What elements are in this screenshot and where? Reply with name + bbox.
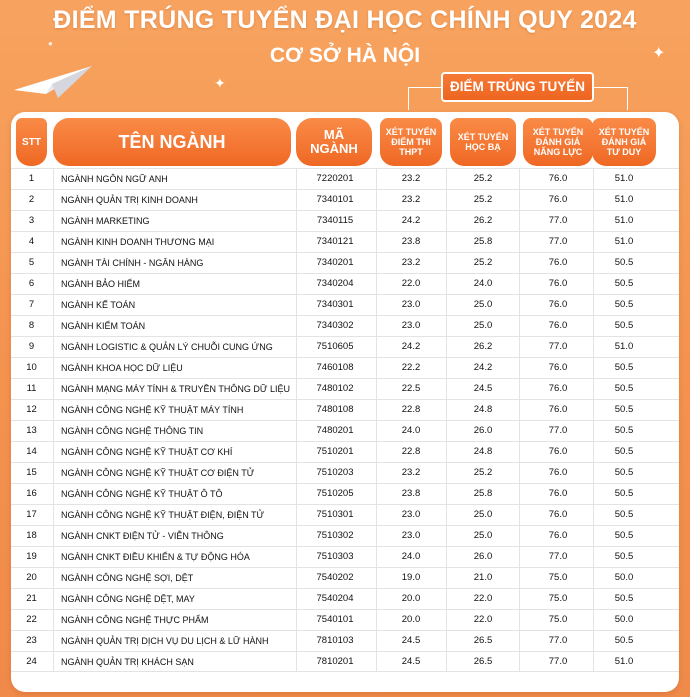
cell-tuduy: 51.0 [614, 236, 634, 247]
cell-nangluc: 76.0 [548, 362, 568, 373]
cell-tuduy: 50.5 [614, 425, 634, 436]
group-bracket-left [408, 87, 442, 110]
cell-name: NGÀNH CÔNG NGHỆ KỸ THUẬT CƠ KHÍ [61, 447, 233, 457]
cell-code: 7340121 [316, 236, 354, 247]
table-row [11, 210, 679, 231]
cell-stt: 12 [26, 404, 37, 415]
table-row [11, 462, 679, 483]
col-header-code [296, 118, 372, 166]
col-header-stt: STT [16, 118, 47, 166]
cell-nangluc: 77.0 [548, 635, 568, 646]
cell-code: 7510201 [316, 446, 354, 457]
cell-stt: 16 [26, 488, 37, 499]
cell-hocba: 22.0 [473, 593, 493, 604]
cell-nangluc: 76.0 [548, 509, 568, 520]
cell-thpt: 24.0 [401, 425, 421, 436]
header-text: TƯ DUY [606, 147, 642, 157]
cell-stt: 7 [28, 299, 35, 310]
cell-code: 7540204 [316, 593, 354, 604]
col-header-code-line2: NGÀNH [310, 141, 358, 156]
paper-plane-icon [12, 60, 96, 100]
table-row [11, 546, 679, 567]
cell-stt: 6 [28, 278, 35, 289]
cell-stt: 19 [26, 551, 37, 562]
cell-name: NGÀNH NGÔN NGỮ ANH [61, 174, 168, 184]
table-row [11, 588, 679, 609]
cell-thpt: 24.5 [401, 635, 421, 646]
cell-code: 7340301 [316, 299, 354, 310]
col-header-name: TÊN NGÀNH [53, 118, 291, 166]
cell-tuduy: 50.5 [614, 467, 634, 478]
cell-nangluc: 75.0 [548, 572, 568, 583]
cell-nangluc: 76.0 [548, 467, 568, 478]
sparkle-icon: ✦ [652, 45, 666, 62]
cell-code: 7480201 [316, 425, 354, 436]
cell-nangluc: 76.0 [548, 404, 568, 415]
cell-stt: 20 [26, 572, 37, 583]
table-row [11, 399, 679, 420]
cell-hocba: 25.8 [473, 236, 493, 247]
table-row [11, 378, 679, 399]
table-row [11, 609, 679, 630]
cell-code: 7540202 [316, 572, 354, 583]
cell-nangluc: 77.0 [548, 236, 568, 247]
cell-nangluc: 76.0 [548, 194, 568, 205]
cell-thpt: 23.0 [401, 509, 421, 520]
cell-nangluc: 76.0 [548, 173, 568, 184]
table-row [11, 441, 679, 462]
cell-thpt: 20.0 [401, 593, 421, 604]
cell-hocba: 25.8 [473, 488, 493, 499]
cell-name: NGÀNH QUẢN TRỊ KINH DOANH [61, 195, 198, 205]
cell-thpt: 24.5 [401, 656, 421, 667]
table-row [11, 231, 679, 252]
table-row [11, 336, 679, 357]
cell-stt: 21 [26, 593, 37, 604]
cell-tuduy: 50.5 [614, 530, 634, 541]
cell-name: NGÀNH QUẢN TRỊ KHÁCH SẠN [61, 657, 194, 667]
cell-nangluc: 77.0 [548, 425, 568, 436]
cell-name: NGÀNH KIỂM TOÁN [61, 321, 146, 331]
cell-stt: 1 [28, 173, 35, 184]
cell-name: NGÀNH CÔNG NGHỆ KỸ THUẬT ĐIỆN, ĐIỆN TỬ [61, 510, 265, 520]
cell-thpt: 24.2 [401, 215, 421, 226]
cell-hocba: 25.2 [473, 257, 493, 268]
cell-nangluc: 76.0 [548, 530, 568, 541]
table-row [11, 315, 679, 336]
table-row [11, 567, 679, 588]
cell-code: 7340204 [316, 278, 354, 289]
cell-name: NGÀNH CNKT ĐIỀU KHIỂN & TỰ ĐỘNG HÓA [61, 552, 250, 562]
page-title: ĐIỂM TRÚNG TUYỂN ĐẠI HỌC CHÍNH QUY 2024 [53, 6, 637, 34]
cell-hocba: 26.0 [473, 551, 493, 562]
table-row [11, 357, 679, 378]
cell-tuduy: 50.5 [614, 320, 634, 331]
cell-nangluc: 77.0 [548, 341, 568, 352]
col-header-hocba [450, 118, 516, 166]
cell-name: NGÀNH KHOA HỌC DỮ LIỆU [61, 363, 183, 373]
cell-thpt: 23.0 [401, 320, 421, 331]
table-row [11, 273, 679, 294]
col-header-tuduy [592, 118, 656, 166]
cell-code: 7810201 [316, 656, 354, 667]
cell-name: NGÀNH CÔNG NGHỆ THỰC PHẨM [61, 615, 209, 625]
results-table [11, 112, 679, 692]
cell-code: 7480102 [316, 383, 354, 394]
cell-thpt: 23.2 [401, 173, 421, 184]
cell-code: 7510301 [316, 509, 354, 520]
cell-nangluc: 76.0 [548, 383, 568, 394]
cell-tuduy: 50.5 [614, 509, 634, 520]
cell-name: NGÀNH BẢO HIỂM [61, 279, 141, 289]
table-row [11, 189, 679, 210]
cell-hocba: 25.2 [473, 194, 493, 205]
cell-thpt: 23.8 [401, 236, 421, 247]
cell-stt: 9 [28, 341, 35, 352]
cell-tuduy: 50.5 [614, 383, 634, 394]
cell-thpt: 20.0 [401, 614, 421, 625]
cell-thpt: 24.2 [401, 341, 421, 352]
cell-stt: 3 [28, 215, 35, 226]
table-row [11, 504, 679, 525]
cell-nangluc: 76.0 [548, 299, 568, 310]
cell-thpt: 23.0 [401, 530, 421, 541]
cell-stt: 10 [26, 362, 37, 373]
header-text: ĐÁNH GIÁ [601, 137, 647, 147]
cell-hocba: 24.8 [473, 404, 493, 415]
cell-code: 7510203 [316, 467, 354, 478]
cell-stt: 18 [26, 530, 37, 541]
cell-code: 7340115 [316, 215, 354, 226]
cell-thpt: 22.8 [401, 446, 421, 457]
cell-code: 7480108 [316, 404, 354, 415]
cell-stt: 8 [28, 320, 35, 331]
cell-tuduy: 51.0 [614, 194, 634, 205]
page-subtitle: CƠ SỞ HÀ NỘI [269, 44, 421, 67]
cell-nangluc: 75.0 [548, 593, 568, 604]
cell-nangluc: 77.0 [548, 656, 568, 667]
cell-stt: 22 [26, 614, 37, 625]
group-bracket-right [594, 87, 628, 110]
table-row [11, 252, 679, 273]
cell-name: NGÀNH CNKT ĐIỆN TỬ - VIỄN THÔNG [61, 531, 224, 541]
cell-tuduy: 51.0 [614, 341, 634, 352]
cell-hocba: 26.5 [473, 656, 493, 667]
cell-code: 7340101 [316, 194, 354, 205]
cell-code: 7540101 [316, 614, 354, 625]
table-body [11, 168, 679, 672]
cell-stt: 5 [28, 257, 35, 268]
cell-nangluc: 77.0 [548, 551, 568, 562]
cell-tuduy: 51.0 [614, 215, 634, 226]
table-row [11, 420, 679, 441]
cell-nangluc: 76.0 [548, 446, 568, 457]
cell-name: NGÀNH CÔNG NGHỆ KỸ THUẬT MÁY TÍNH [61, 405, 244, 415]
cell-tuduy: 51.0 [614, 173, 634, 184]
cell-thpt: 23.2 [401, 257, 421, 268]
col-header-code-line1: MÃ [323, 127, 345, 142]
table-row [11, 294, 679, 315]
cell-hocba: 25.0 [473, 320, 493, 331]
header-text: THPT [399, 147, 423, 157]
cell-hocba: 24.8 [473, 446, 493, 457]
cell-name: NGÀNH CÔNG NGHỆ THÔNG TIN [61, 426, 204, 436]
cell-code: 7460108 [316, 362, 354, 373]
header-text: XÉT TUYỂN [457, 132, 509, 142]
cell-hocba: 25.2 [473, 173, 493, 184]
cell-stt: 2 [28, 194, 35, 205]
cell-nangluc: 75.0 [548, 614, 568, 625]
cell-code: 7510205 [316, 488, 354, 499]
cell-hocba: 26.5 [473, 635, 493, 646]
cell-tuduy: 50.5 [614, 404, 634, 415]
cell-hocba: 25.0 [473, 530, 493, 541]
cell-stt: 11 [26, 383, 37, 394]
group-header-badge: ĐIỂM TRÚNG TUYỂN [441, 72, 594, 102]
cell-name: NGÀNH CÔNG NGHỆ KỸ THUẬT Ô TÔ [61, 489, 223, 499]
header-text: ĐÁNH GIÁ [535, 137, 581, 147]
sparkle-icon: ✦ [214, 75, 226, 91]
header-text: NĂNG LỰC [533, 147, 583, 157]
cell-thpt: 22.8 [401, 404, 421, 415]
cell-name: NGÀNH CÔNG NGHỆ SỢI, DỆT [61, 573, 194, 583]
cell-tuduy: 50.5 [614, 278, 634, 289]
cell-nangluc: 76.0 [548, 257, 568, 268]
cell-name: NGÀNH MARKETING [61, 216, 150, 226]
cell-hocba: 25.0 [473, 509, 493, 520]
cell-hocba: 25.2 [473, 467, 493, 478]
cell-thpt: 23.0 [401, 299, 421, 310]
cell-stt: 23 [26, 635, 37, 646]
cell-hocba: 26.2 [473, 341, 493, 352]
cell-hocba: 24.2 [473, 362, 493, 373]
cell-name: NGÀNH MẠNG MÁY TÍNH & TRUYỀN THÔNG DỮ LIỆU [61, 384, 291, 394]
cell-tuduy: 50.5 [614, 593, 634, 604]
cell-hocba: 24.5 [473, 383, 493, 394]
cell-tuduy: 50.5 [614, 488, 634, 499]
table-row [11, 651, 679, 672]
cell-stt: 15 [26, 467, 37, 478]
cell-hocba: 22.0 [473, 614, 493, 625]
cell-hocba: 26.2 [473, 215, 493, 226]
col-header-thpt [380, 118, 442, 166]
dot-icon: ● [48, 39, 53, 48]
cell-thpt: 22.5 [401, 383, 421, 394]
cell-name: NGÀNH CÔNG NGHỆ DỆT, MAY [61, 594, 195, 604]
header-text: HỌC BẠ [465, 142, 501, 152]
cell-tuduy: 50.5 [614, 257, 634, 268]
cell-name: NGÀNH KẾ TOÁN [61, 300, 136, 310]
cell-hocba: 26.0 [473, 425, 493, 436]
cell-thpt: 23.2 [401, 467, 421, 478]
cell-thpt: 24.0 [401, 551, 421, 562]
header-text: XÉT TUYỂN [598, 127, 650, 137]
cell-stt: 13 [26, 425, 37, 436]
cell-tuduy: 50.5 [614, 299, 634, 310]
cell-nangluc: 76.0 [548, 320, 568, 331]
cell-tuduy: 50.0 [614, 572, 634, 583]
cell-code: 7220201 [316, 173, 354, 184]
cell-code: 7510605 [316, 341, 354, 352]
table-row [11, 168, 679, 189]
cell-stt: 24 [26, 656, 37, 667]
cell-tuduy: 51.0 [614, 656, 634, 667]
header-text: ĐIỂM THI [391, 137, 431, 147]
table-row [11, 630, 679, 651]
cell-tuduy: 50.5 [614, 551, 634, 562]
cell-tuduy: 50.5 [614, 446, 634, 457]
cell-stt: 17 [26, 509, 37, 520]
cell-name: NGÀNH KINH DOANH THƯƠNG MẠI [61, 237, 215, 247]
cell-nangluc: 76.0 [548, 488, 568, 499]
cell-code: 7510303 [316, 551, 354, 562]
table-row [11, 525, 679, 546]
cell-tuduy: 50.0 [614, 614, 634, 625]
cell-thpt: 22.0 [401, 278, 421, 289]
col-header-nangluc [523, 118, 593, 166]
cell-hocba: 24.0 [473, 278, 493, 289]
cell-code: 7810103 [316, 635, 354, 646]
cell-nangluc: 77.0 [548, 215, 568, 226]
header-text: XÉT TUYỂN [385, 127, 437, 137]
cell-code: 7510302 [316, 530, 354, 541]
cell-tuduy: 50.5 [614, 635, 634, 646]
cell-code: 7340201 [316, 257, 354, 268]
cell-hocba: 25.0 [473, 299, 493, 310]
cell-thpt: 22.2 [401, 362, 421, 373]
cell-thpt: 23.8 [401, 488, 421, 499]
cell-nangluc: 76.0 [548, 278, 568, 289]
cell-name: NGÀNH TÀI CHÍNH - NGÂN HÀNG [61, 258, 204, 268]
cell-code: 7340302 [316, 320, 354, 331]
cell-stt: 4 [28, 236, 35, 247]
header-text: XÉT TUYỂN [532, 127, 584, 137]
cell-name: NGÀNH QUẢN TRỊ DỊCH VỤ DU LỊCH & LỮ HÀNH [61, 636, 269, 646]
table-row [11, 483, 679, 504]
cell-thpt: 23.2 [401, 194, 421, 205]
cell-hocba: 21.0 [473, 572, 493, 583]
cell-tuduy: 50.5 [614, 362, 634, 373]
cell-name: NGÀNH CÔNG NGHỆ KỸ THUẬT CƠ ĐIỆN TỬ [61, 468, 255, 478]
cell-thpt: 19.0 [401, 572, 421, 583]
cell-stt: 14 [26, 446, 37, 457]
cell-name: NGÀNH LOGISTIC & QUẢN LÝ CHUỖI CUNG ỨNG [61, 342, 273, 352]
